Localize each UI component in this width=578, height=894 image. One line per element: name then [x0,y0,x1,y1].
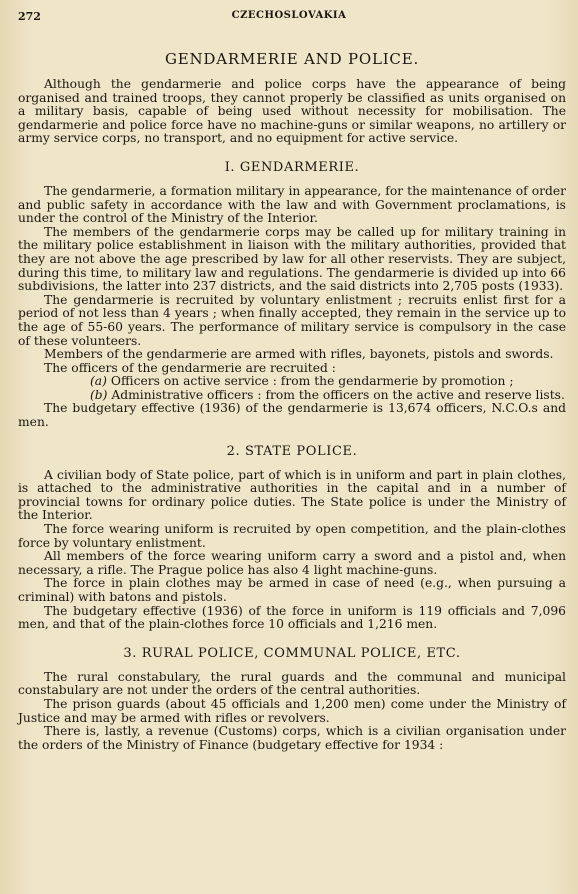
paragraph: The gendarmerie, a formation military in appearance, for the maintenance of order and public safety in accordance with the law and with Government proclamations, is under the control of the Ministry of the Interior. [18,183,566,226]
paragraph: The budgetary effective (1936) of the gendarmerie is 13,674 officers, N.C.O.s and men. [18,401,566,430]
paragraph: A civilian body of State police, part of which is in uniform and part in plain clothes, is attached to the administrative authorities in the capital and in a number of provincial towns for ordinary police duties. The State police is under the Ministry of the Interior. [18,467,566,523]
list-item-label: (b) [90,387,108,402]
paragraph: The budgetary effective (1936) of the force in uniform is 119 officials and 7,096 men, and that of the plain-clothes force 10 officials and 1,216 men. [18,603,566,632]
list-item-text: Administrative officers : from the officers on the active and reserve lists. [111,387,565,402]
section-heading-rural-police: 3. RURAL POLICE, COMMUNAL POLICE, ETC. [123,645,461,661]
section-heading-state-police: 2. STATE POLICE. [226,443,358,459]
chapter-title: GENDARMERIE AND POLICE. [164,50,420,68]
paragraph: The officers of the gendarmerie are recruited : [44,360,336,375]
paragraph: The rural constabulary, the rural guards and the communal and municipal constabulary are not under the orders of the central authorities. [18,669,566,698]
paragraph: Members of the gendarmerie are armed with rifles, bayonets, pistols and swords. [44,347,554,362]
paragraph: There is, lastly, a revenue (Customs) corps, which is a civilian organisation under the orders of the Ministry of Finance (budgetary effective for 1934 : [18,724,566,752]
page-body [18,50,566,752]
paragraph: The prison guards (about 45 officials and 1,200 men) come under the Ministry of Justice and may be armed with rifles or revolvers. [18,696,566,725]
page-header [18,10,560,26]
section-heading-gendarmerie: I. GENDARMERIE. [224,159,360,175]
paragraph: The members of the gendarmerie corps may be called up for military training in the military police establishment in liaison with the military authorities, provided that they are not above the age prescribed by law for all other reservists. They are subject, during this time, to military law and regulations. The gendarmerie is divided up into 66 subdivisions, the latter into 237 districts, and the said districts into 2,705 posts (1933). [18,224,566,294]
page-number: 272 [18,10,41,23]
list-item-text: Officers on active service : from the gendarmerie by promotion ; [110,374,514,389]
intro-paragraph: Although the gendarmerie and police corps have the appearance of being organised and trained troops, they cannot properly be classified as units organised on a military basis, capable of being used without necessity for mobilisation. The gendarmerie and police force have no machine-guns or similar weapons, no artillery or army service corps, no transport, and no equipment for active service. [18,77,566,146]
running-title: CZECHOSLOVAKIA [231,10,347,21]
paragraph: All members of the force wearing uniform carry a sword and a pistol and, when necessary, a rifle. The Prague police has also 4 light machine-guns. [18,549,566,577]
list-item [18,375,566,389]
list-item [18,389,566,403]
paragraph: The force wearing uniform is recruited by open competition, and the plain-clothes force by voluntary enlistment. [18,522,566,550]
paragraph: The gendarmerie is recruited by voluntary enlistment ; recruits enlist first for a period of not less than 4 years ; when finally accepted, they remain in the service up to the age of 55-60 years. The performance of military service is compulsory in the case of these volunteers. [18,292,566,348]
list-item-label: (a) [90,374,107,389]
paragraph: The force in plain clothes may be armed in case of need (e.g., when pursuing a criminal) with batons and pistols. [18,576,566,604]
